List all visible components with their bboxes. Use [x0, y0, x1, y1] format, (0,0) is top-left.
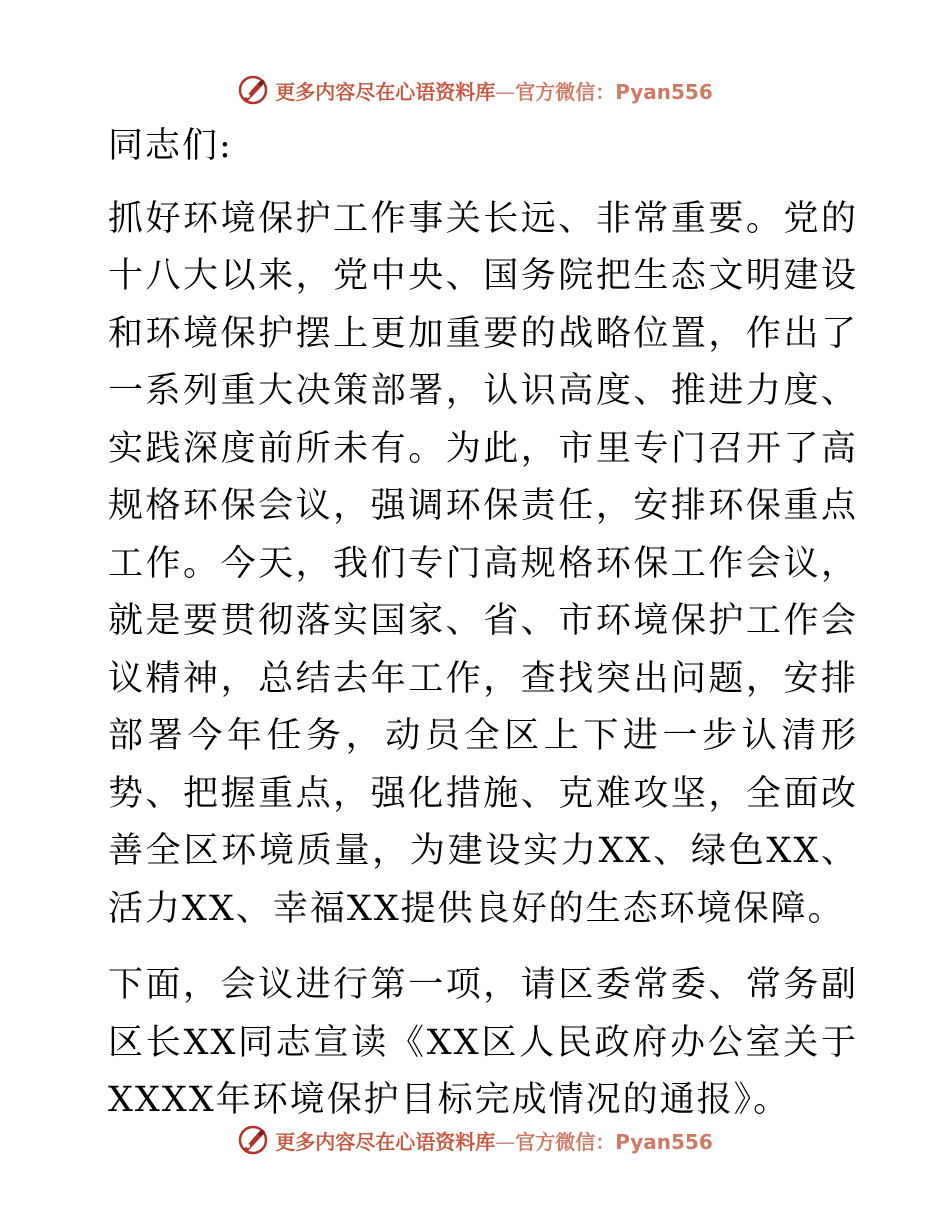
greeting: 同志们:	[108, 126, 233, 166]
footer-banner	[0, 1120, 950, 1160]
header-banner	[0, 70, 950, 110]
paragraph-1: 抓好环境保护工作事关长远、非常重要。党的十八大以来，党中央、国务院把生态文明建设和环境保护摆上更加重要的战略位置，作出了一系列重大决策部署，认识高度、推进力度、实践深度前所未有。为此，市里专门召开了高规格环保会议，强调环保责任，安排环保重点工作。今天，我们专门高规格环保工作会议，就是要贯彻落实国家、省、市环境保护工作会议精神，总结去年工作，查找突出问题，安排部署今年任务，动员全区上下进一步认清形势、把握重点，强化措施、克难攻坚，全面改善全区环境质量，为建设实力XX、绿色XX、活力XX、幸福XX提供良好的生态环境保障。	[108, 198, 858, 929]
banner-text: 更多内容尽在心语资料库—官方微信：Pyan556	[275, 79, 713, 104]
pen-logo-icon	[237, 74, 269, 106]
document-body	[98, 118, 858, 1130]
banner-text: 更多内容尽在心语资料库—官方微信：Pyan556	[275, 1129, 713, 1154]
pen-logo-icon	[237, 1124, 269, 1156]
paragraph-2: 下面，会议进行第一项，请区委常委、常务副区长XX同志宣读《XX区人民政府办公室关于XXXX年环境保护目标完成情况的通报》。	[108, 965, 858, 1120]
